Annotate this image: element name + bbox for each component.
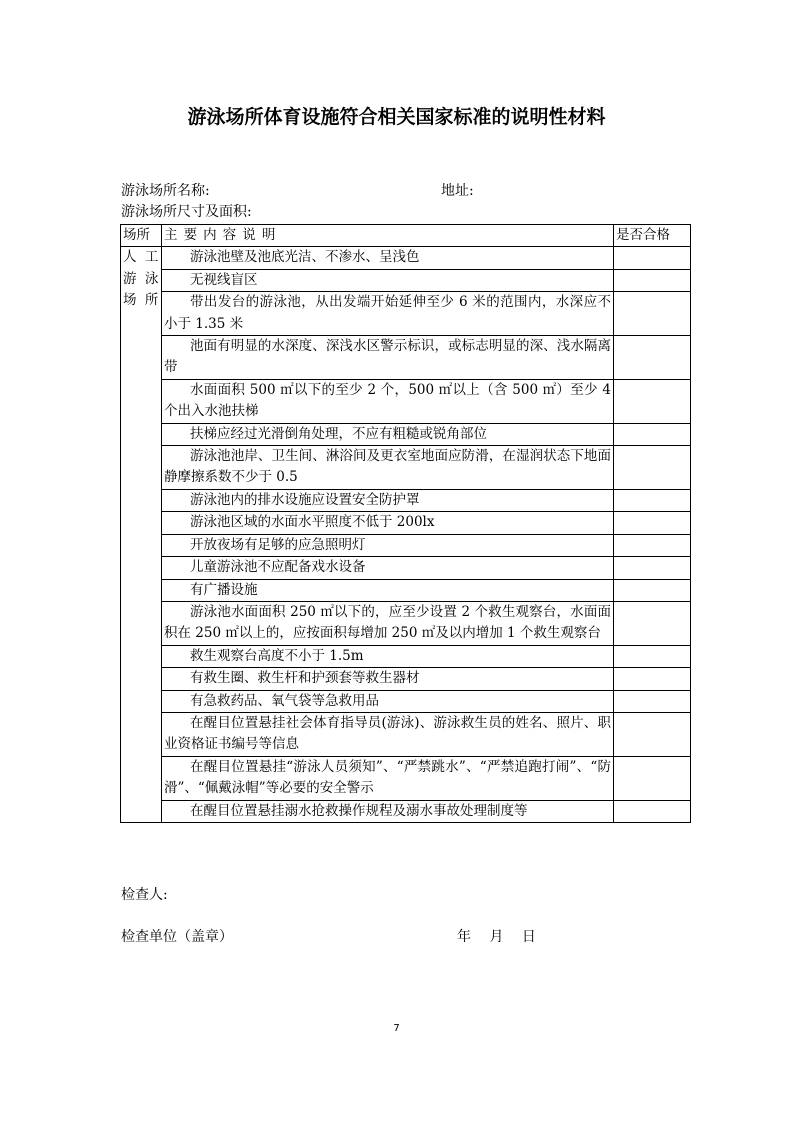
document-title: 游泳场所体育设施符合相关国家标准的说明性材料 [187,106,606,128]
address-label: 地址: [441,183,474,199]
table-row [121,379,691,423]
result-cell[interactable] [614,269,691,291]
result-cell[interactable] [614,512,691,534]
table-row [121,489,691,511]
table-row [121,292,691,336]
checklist-item: 在醒目位置悬挂溺水抢救操作规程及溺水事故处理制度等 [162,800,614,822]
checklist-item: 池面有明显的水深度、深浅水区警示标识，或标志明显的深、浅水隔离带 [162,336,614,380]
checklist-item: 带出发台的游泳池，从出发端开始延伸至少 6 米的范围内，水深应不小于 1.35 米 [162,292,614,336]
result-cell[interactable] [614,756,691,800]
result-cell[interactable] [614,690,691,712]
header-result: 是否合格 [614,225,691,247]
table-row [121,579,691,601]
venue-size-label: 游泳场所尺寸及面积: [121,204,252,220]
table-row [121,423,691,445]
result-cell[interactable] [614,557,691,579]
table-row [121,247,691,269]
venue-type-cell [121,247,162,823]
header-venue: 场所 [121,225,162,247]
checklist-item: 无视线盲区 [162,269,614,291]
table-row [121,690,691,712]
venue-type-line: 场所 [123,292,159,309]
table-row [121,512,691,534]
inspection-checklist-table [120,224,691,823]
inspector-label: 检查人: [121,887,168,903]
result-cell[interactable] [614,800,691,822]
page-number: 7 [393,1023,400,1034]
result-cell[interactable] [614,489,691,511]
result-cell[interactable] [614,668,691,690]
inspection-unit-label: 检查单位（盖章） [121,929,233,945]
checklist-item: 在醒目位置悬挂“游泳人员须知”、“严禁跳水”、“严禁追跑打闹”、“防滑”、“佩戴泳帽”等必要的安全警示 [162,756,614,800]
result-cell[interactable] [614,579,691,601]
table-row [121,557,691,579]
checklist-item: 有救生圈、救生杆和护颈套等救生器材 [162,668,614,690]
checklist-item: 游泳池区域的水面水平照度不低于 200lx [162,512,614,534]
checklist-item: 有广播设施 [162,579,614,601]
table-row [121,668,691,690]
table-row [121,756,691,800]
result-cell[interactable] [614,423,691,445]
table-row [121,446,691,490]
venue-type-line: 游 泳 [123,270,159,287]
result-cell[interactable] [614,247,691,269]
result-cell[interactable] [614,292,691,336]
checklist-item: 儿童游泳池不应配备戏水设备 [162,557,614,579]
result-cell[interactable] [614,336,691,380]
result-cell[interactable] [614,534,691,556]
date-label: 年 月 日 [457,929,536,945]
result-cell[interactable] [614,712,691,756]
checklist-item: 救生观察台高度不小于 1.5m [162,645,614,667]
checklist-item: 游泳池内的排水设施应设置安全防护罩 [162,489,614,511]
table-row [121,336,691,380]
table-row [121,601,691,645]
checklist-item: 游泳池池岸、卫生间、淋浴间及更衣室地面应防滑，在湿润状态下地面静摩擦系数不少于 0.5 [162,446,614,490]
venue-name-label: 游泳场所名称: [121,183,210,199]
table-row [121,800,691,822]
result-cell[interactable] [614,446,691,490]
checklist-body [121,247,691,823]
header-content: 主要内容说明 [162,225,614,247]
table-row [121,645,691,667]
checklist-item: 在醒目位置悬挂社会体育指导员(游泳)、游泳救生员的姓名、照片、职业资格证书编号等信息 [162,712,614,756]
checklist-item: 水面面积 500 ㎡以下的至少 2 个，500 ㎡以上（含 500 ㎡）至少 4 个出入水池扶梯 [162,379,614,423]
result-cell[interactable] [614,379,691,423]
checklist-item: 有急救药品、氧气袋等急救用品 [162,690,614,712]
checklist-item: 开放夜场有足够的应急照明灯 [162,534,614,556]
checklist-item: 游泳池壁及池底光洁、不渗水、呈浅色 [162,247,614,269]
checklist-item: 扶梯应经过光滑倒角处理，不应有粗糙或锐角部位 [162,423,614,445]
table-row [121,269,691,291]
table-row [121,712,691,756]
checklist-item: 游泳池水面面积 250 ㎡以下的，应至少设置 2 个救生观察台，水面面积在 250 ㎡以上的，应按面积每增加 250 ㎡及以内增加 1 个救生观察台 [162,601,614,645]
result-cell[interactable] [614,645,691,667]
table-header-row [121,225,691,247]
result-cell[interactable] [614,601,691,645]
venue-type-line: 人 工 [123,249,159,266]
table-row [121,534,691,556]
